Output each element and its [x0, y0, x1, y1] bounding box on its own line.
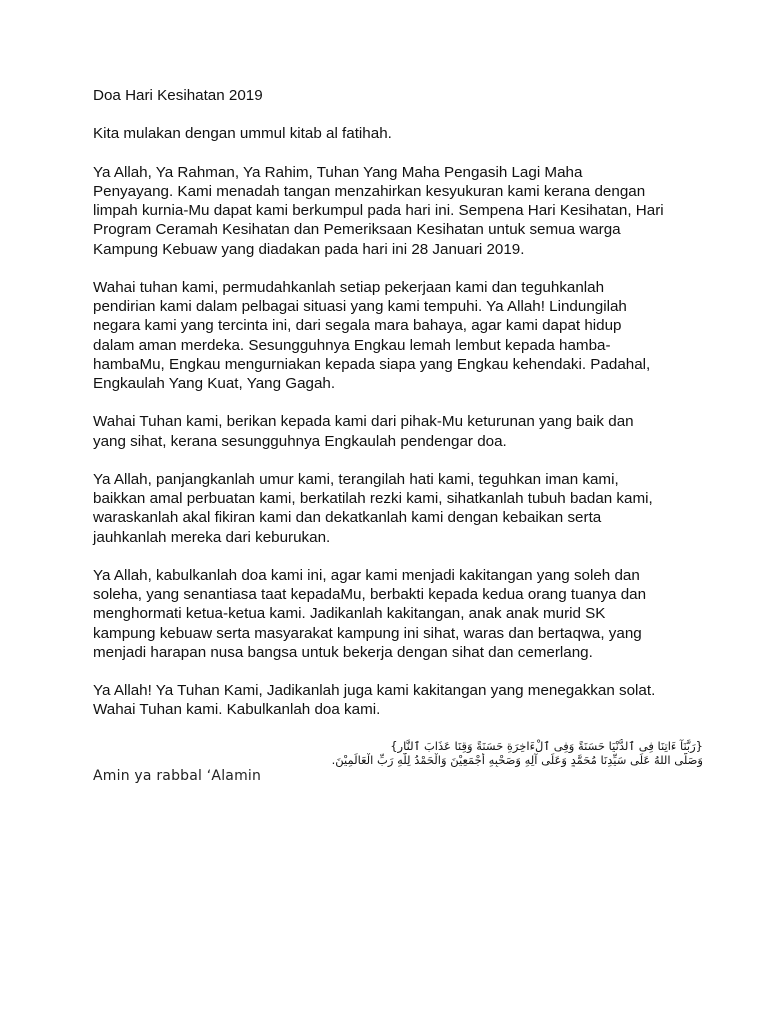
paragraph-blessings: Ya Allah, panjangkanlah umur kami, terangilah hati kami, teguhkan iman kami, baikkan amal perbuatan kami, berkatilah rezki kami, sihatkanlah tubuh badan kami, waraskanlah akal fikiran kami dan dekatkanlah kami dengan kebaikan serta jauhkanlah mereka dari keburukan. [93, 470, 653, 546]
paragraph-offspring: Wahai Tuhan kami, berikan kepada kami dari pihak-Mu keturunan yang baik dan yang sihat, kerana sesungguhnya Engkaulah pendengar doa. [93, 413, 634, 450]
paragraph-opening-praise: Ya Allah, Ya Rahman, Ya Rahim, Tuhan Yang Maha Pengasih Lagi Maha Penyayang. Kami menadah tangan menzahirkan kesyukuran kami kerana dengan limpah kurnia-Mu dapat kami berkumpul pada hari ini. Sempena Hari Kesihatan, Hari Program Ceramah Kesihatan dan Pemeriksaan Kesihatan untuk semua warga Kampung Kebuaw yang diadakan pada hari ini 28 Januari 2019. [93, 163, 664, 258]
paragraph-acceptance: Ya Allah, kabulkanlah doa kami ini, agar kami menjadi kakitangan yang soleh dan soleha, yang senantiasa taat kepadaMu, berbakti kepada kedua orang tuanya dan menghormati ketua-ketua kami. Jadikanlah kakitangan, anak anak murid SK kampung kebuaw serta masyarakat kampung ini sihat, waras dan bertaqwa, yang menjadi harapan nusa bangsa untuk bekerja dengan sihat dan cemerlang. [93, 566, 647, 661]
arabic-salawat-line: وَصَلَّى اللهُ عَلَى سَيِّدِنَا مُحَمَّدٍ وَعَلَى آلِهِ وَصَحْبِهِ أَجْمَعِيْنَ وَالْحَمْدُ لِلّٰهِ رَبِّ الْعَالَمِيْنَ. [331, 752, 703, 767]
closing-block [93, 681, 733, 785]
document-page [93, 86, 733, 785]
paragraph-protection: Wahai tuhan kami, permudahkanlah setiap pekerjaan kami dan teguhkanlah pendirian kami dalam pelbagai situasi yang kami tempuhi. Ya Allah! Lindungilah negara kami yang tercinta ini, dari segala mara bahaya, agar kami dapat hidup dalam aman merdeka. Sesungguhnya Engkau lemah lembut kepada hamba- hambaMu, Engkau mengurniakan kepada siapa yang Engkau kehendaki. Padahal, Engkaulah Yang Kuat, Yang Gagah. [93, 278, 651, 392]
closing-paragraph: Ya Allah! Ya Tuhan Kami, Jadikanlah juga kami kakitangan yang menegakkan solat. Wahai Tuhan kami. Kabulkanlah doa kami. [93, 682, 656, 719]
amin-line: Amin ya rabbal ‘Alamin [93, 767, 262, 784]
intro-paragraph: Kita mulakan dengan ummul kitab al fatihah. [93, 125, 392, 143]
document-title: Doa Hari Kesihatan 2019 [93, 87, 263, 104]
arabic-verse-line: {رَبَّنَآ ءَاتِنَا فِى ٱلدُّنْيَا حَسَنَةً وَفِى ٱلْءَاخِرَةِ حَسَنَةً وَقِنَا عَذَابَ ٱلنَّارِ} [390, 738, 703, 753]
